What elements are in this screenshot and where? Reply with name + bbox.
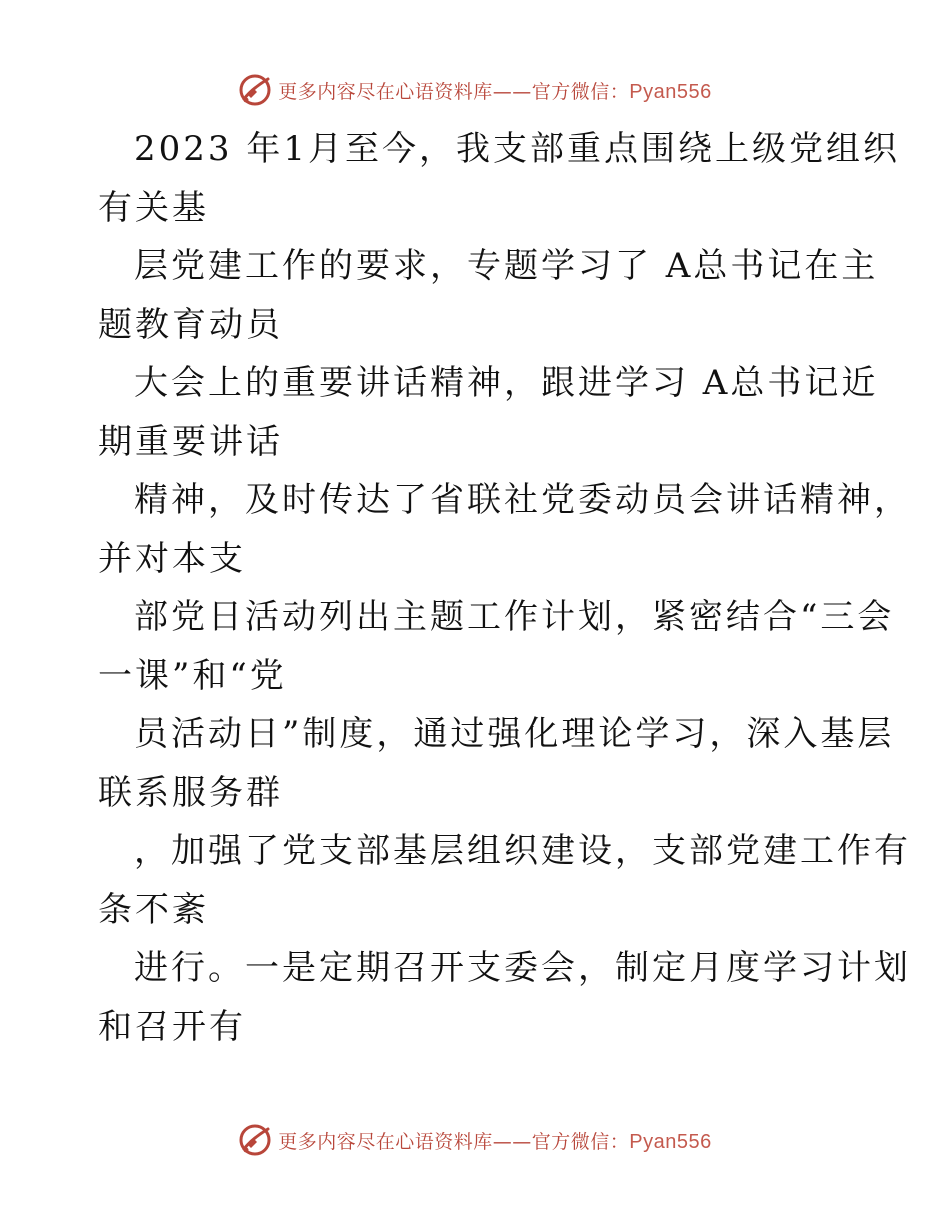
header-brand-text: 更多内容尽在心语资料库	[278, 80, 493, 103]
pen-circle-logo-icon	[238, 1123, 272, 1157]
footer-watermark	[0, 1120, 950, 1160]
footer-dash: ——	[492, 1130, 532, 1153]
body-line: ，加强了党支部基层组织建设，支部党建工作有	[134, 831, 911, 871]
header-wechat-id: Pyan556	[629, 80, 712, 103]
footer-wechat-label: 官方微信：	[531, 1130, 630, 1153]
footer-wechat-id: Pyan556	[629, 1130, 712, 1153]
body-line: 进行。一是定期召开支委会，制定月度学习计划	[134, 948, 911, 988]
body-line: 期重要讲话	[98, 421, 283, 462]
body-line: 和召开有	[98, 1006, 246, 1047]
header-dash: ——	[492, 80, 532, 103]
body-line: 员活动日”制度，通过强化理论学习，深入基层	[134, 714, 895, 754]
body-line: 一课”和“党	[98, 655, 287, 696]
body-line: 题教育动员	[98, 304, 283, 345]
footer-watermark-text	[278, 1127, 712, 1154]
header-watermark-text	[278, 77, 712, 104]
footer-brand-text: 更多内容尽在心语资料库	[278, 1130, 493, 1153]
body-line: 层党建工作的要求，专题学习了 A总书记在主	[134, 246, 879, 286]
document-body	[98, 120, 911, 1056]
body-line: 条不紊	[98, 889, 209, 930]
header-wechat-label: 官方微信：	[531, 80, 630, 103]
body-line: 2023 年1月至今，我支部重点围绕上级党组织	[134, 129, 900, 169]
body-line: 联系服务群	[98, 772, 283, 813]
body-line: 精神，及时传达了省联社党委动员会讲话精神，	[134, 480, 911, 520]
header-watermark	[0, 70, 950, 110]
body-line: 并对本支	[98, 538, 246, 579]
body-line: 有关基	[98, 187, 209, 228]
body-line: 部党日活动列出主题工作计划，紧密结合“三会	[134, 597, 895, 637]
pen-circle-logo-icon	[238, 73, 272, 107]
body-line: 大会上的重要讲话精神，跟进学习 A总书记近	[134, 363, 879, 403]
